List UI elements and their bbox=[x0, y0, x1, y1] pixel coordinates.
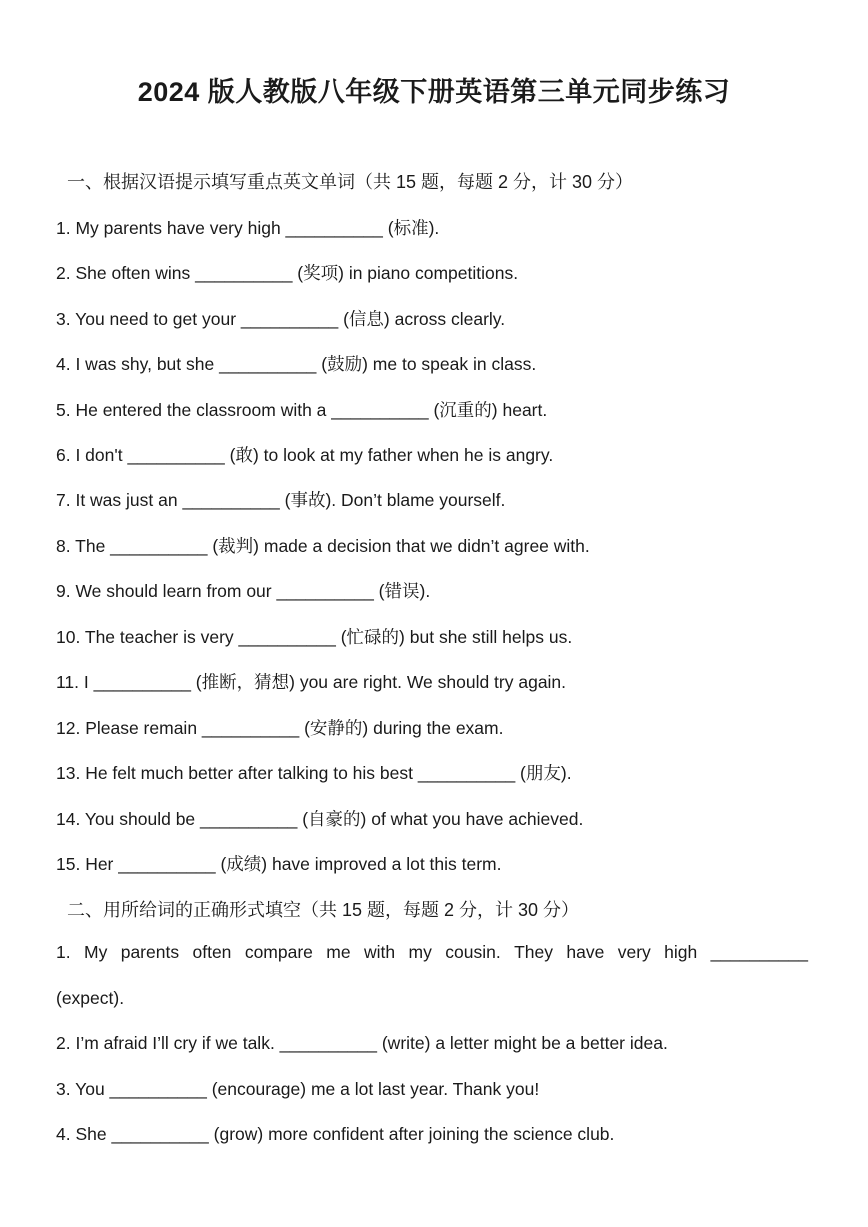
exercise-line: 15. Her __________ (成绩) have improved a lot this term. bbox=[56, 854, 502, 874]
exercise-line: 12. Please remain __________ (安静的) during the exam. bbox=[56, 718, 504, 738]
exercise-line: 8. The __________ (裁判) made a decision that we didn’t agree with. bbox=[56, 536, 590, 556]
word: my bbox=[408, 942, 432, 962]
exercise-line-justified bbox=[56, 942, 808, 963]
word: high bbox=[664, 942, 698, 962]
exercise-line-continuation: (expect). bbox=[56, 988, 125, 1008]
page-title: 2024 版人教版八年级下册英语第三单元同步练习 bbox=[137, 77, 731, 107]
word: with bbox=[364, 942, 396, 962]
exercise-line: 2. She often wins __________ (奖项) in piano competitions. bbox=[56, 263, 519, 283]
word: often bbox=[192, 942, 232, 962]
word: My bbox=[84, 942, 108, 962]
exercise-line: 10. The teacher is very __________ (忙碌的) but she still helps us. bbox=[56, 627, 573, 647]
exercise-line: 14. You should be __________ (自豪的) of what you have achieved. bbox=[56, 809, 584, 829]
word: very bbox=[617, 942, 651, 962]
exercise-line: 7. It was just an __________ (事故). Don’t blame yourself. bbox=[56, 490, 506, 510]
word: parents bbox=[120, 942, 180, 962]
exercise-line: 3. You __________ (encourage) me a lot last year. Thank you! bbox=[56, 1079, 540, 1099]
word: me bbox=[326, 942, 351, 962]
answer-blank: __________ bbox=[710, 942, 808, 962]
exercise-line: 4. I was shy, but she __________ (鼓励) me to speak in class. bbox=[56, 354, 537, 374]
exercise-line: 2. I’m afraid I’ll cry if we talk. __________ (write) a letter might be a better idea. bbox=[56, 1033, 668, 1053]
exercise-line: 4. She __________ (grow) more confident after joining the science club. bbox=[56, 1124, 615, 1144]
exercise-line: 11. I __________ (推断，猜想) you are right. We should try again. bbox=[56, 672, 567, 692]
exercise-line: 3. You need to get your __________ (信息) across clearly. bbox=[56, 309, 506, 329]
word: cousin. bbox=[445, 942, 501, 962]
word: They bbox=[514, 942, 553, 962]
exercise-line: 5. He entered the classroom with a __________ (沉重的) heart. bbox=[56, 400, 548, 420]
section-2-heading: 二、用所给词的正确形式填空（共 15 题，每题 2 分，计 30 分） bbox=[67, 900, 580, 920]
word: 1. bbox=[56, 942, 71, 962]
word: have bbox=[566, 942, 605, 962]
section-1-heading: 一、根据汉语提示填写重点英文单词（共 15 题，每题 2 分，计 30 分） bbox=[67, 172, 634, 192]
exercise-line: 9. We should learn from our __________ (错误). bbox=[56, 581, 431, 601]
exercise-line: 13. He felt much better after talking to his best __________ (朋友). bbox=[56, 763, 572, 783]
exercise-line: 1. My parents have very high __________ (标准). bbox=[56, 218, 440, 238]
word: compare bbox=[244, 942, 313, 962]
exercise-line: 6. I don't __________ (敢) to look at my father when he is angry. bbox=[56, 445, 554, 465]
